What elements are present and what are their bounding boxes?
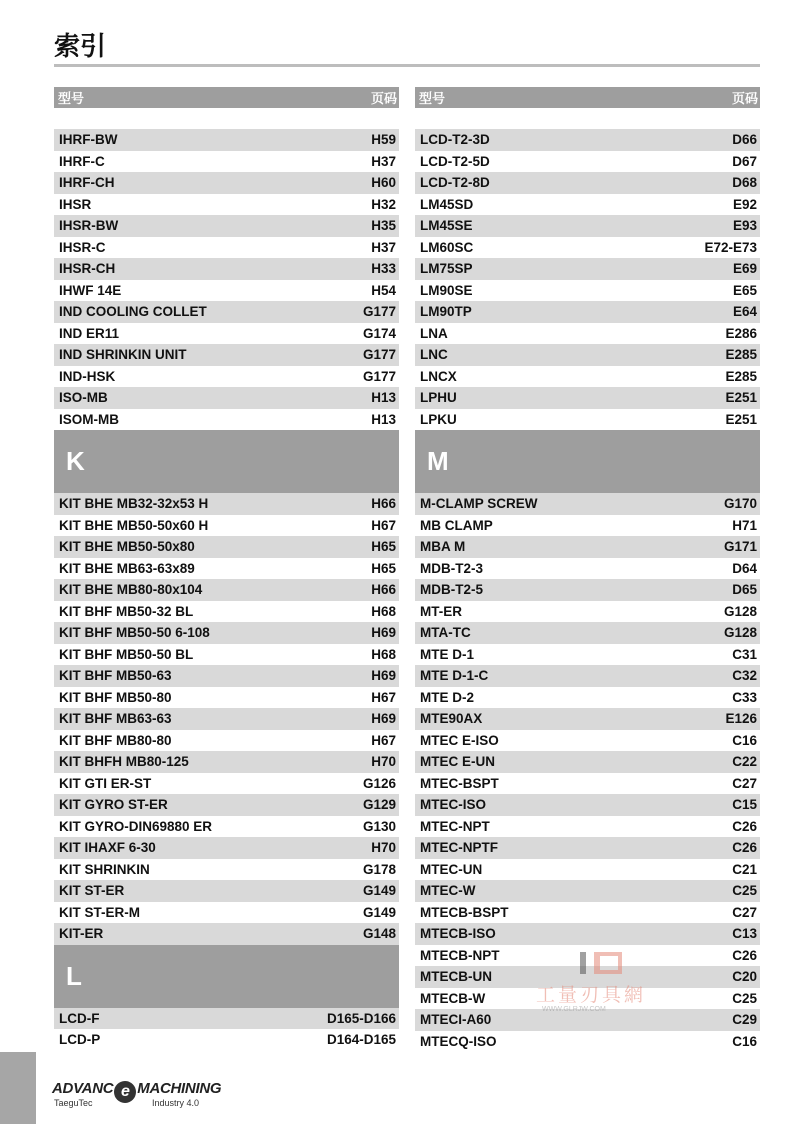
index-row [54,237,399,259]
index-row [54,344,399,366]
index-row [54,622,399,644]
index-row [415,601,760,623]
section-header-k: K [54,430,399,493]
index-row [54,1029,399,1051]
index-row [54,301,399,323]
page-ref: H67 [371,517,396,533]
index-row [54,773,399,795]
model-code: MTECB-ISO [420,926,496,942]
index-row [54,816,399,838]
model-code: KIT BHF MB80-80 [59,732,172,748]
index-row [54,751,399,773]
index-row [415,837,760,859]
index-row [54,923,399,945]
page-ref: H59 [371,132,396,148]
index-row [54,665,399,687]
index-row [415,579,760,601]
model-code: KIT BHF MB50-80 [59,689,172,705]
model-code: KIT GYRO-DIN69880 ER [59,818,213,834]
model-code: KIT BHF MB50-50 BL [59,646,194,662]
page-ref: C33 [732,689,757,705]
index-row [415,902,760,924]
model-code: MTEC-NPT [420,818,490,834]
logo-e-icon: e [114,1081,136,1103]
page-ref: G130 [362,818,396,834]
model-code: IHSR-CH [59,261,116,277]
page-ref: C21 [732,861,757,877]
index-row [54,366,399,388]
section-header-m: M [415,430,760,493]
page-ref: E93 [732,218,757,234]
model-code: ISO-MB [59,390,108,406]
index-row [54,536,399,558]
page-ref: H70 [371,754,396,770]
model-code: MTEC E-UN [420,754,495,770]
model-code: MTECB-UN [420,969,492,985]
index-row [54,794,399,816]
index-row [415,129,760,151]
page-ref: C26 [732,840,757,856]
index-row [54,280,399,302]
index-row [415,409,760,431]
index-row [415,515,760,537]
index-row [415,923,760,945]
model-code: IHRF-BW [59,132,118,148]
page-ref: G149 [362,883,396,899]
page-ref: G178 [362,861,396,877]
model-code: MTE D-2 [420,689,474,705]
model-code: MB CLAMP [420,517,493,533]
model-code: MDB-T2-5 [420,582,483,598]
logo-brand-text: TaeguTec [54,1098,93,1108]
page-ref: G126 [362,775,396,791]
index-row [415,816,760,838]
model-code: IND ER11 [59,325,120,341]
index-row [415,194,760,216]
model-code: LNC [420,347,448,363]
page-ref: D68 [732,175,757,191]
header-gap [54,108,399,129]
page-ref: H54 [371,282,396,298]
index-row [415,730,760,752]
header-model-label: 型号 [419,92,446,107]
model-code: KIT BHF MB63-63 [59,711,172,727]
page-ref: G170 [723,496,757,512]
index-row [415,366,760,388]
column-header [415,87,760,108]
index-row [415,151,760,173]
page-ref: H67 [371,689,396,705]
page-ref: H66 [371,496,396,512]
page-ref: D164-D165 [326,1032,396,1048]
index-row [415,493,760,515]
page-ref: H69 [371,668,396,684]
index-row [54,493,399,515]
model-code: LM60SC [420,239,474,255]
page-ref: D165-D166 [326,1010,396,1026]
page-ref: E65 [732,282,757,298]
index-row [415,773,760,795]
column-header [54,87,399,108]
index-row [54,215,399,237]
model-code: MTECB-W [420,990,486,1006]
model-code: IHSR [59,196,92,212]
index-row [54,730,399,752]
watermark-text: 工量刃具網 [536,984,647,1006]
index-row [415,644,760,666]
model-code: IND COOLING COLLET [59,304,207,320]
index-row [415,387,760,409]
model-code: KIT BHFH MB80-125 [59,754,189,770]
page-ref: C16 [732,732,757,748]
model-code: M-CLAMP SCREW [420,496,538,512]
page-ref: D67 [732,153,757,169]
model-code: MT-ER [420,603,462,619]
model-code: MTECI-A60 [420,1012,492,1028]
page-ref: C29 [732,1012,757,1028]
logo-right-text: MACHINING [137,1080,222,1097]
index-column-right [415,87,760,1052]
index-row [54,515,399,537]
page-ref: H70 [371,840,396,856]
model-code: MTEC-NPTF [420,840,498,856]
page-ref: H68 [371,646,396,662]
index-row [54,558,399,580]
model-code: MTECB-NPT [420,947,500,963]
page-ref: G128 [723,603,757,619]
page-ref: H60 [371,175,396,191]
index-row [415,859,760,881]
model-code: MTEC-W [420,883,476,899]
model-code: KIT BHE MB63-63x89 [59,560,195,576]
model-code: IND SHRINKIN UNIT [59,347,187,363]
page-ref: G174 [362,325,396,341]
model-code: MTEC-UN [420,861,483,877]
model-code: LM75SP [420,261,473,277]
section-header-l: L [54,945,399,1008]
page-ref: C22 [732,754,757,770]
index-row [415,880,760,902]
page-ref: G177 [362,368,396,384]
page-ref: G149 [362,904,396,920]
page-ref: C26 [732,818,757,834]
model-code: KIT GYRO ST-ER [59,797,168,813]
index-row [415,323,760,345]
page-ref: E92 [732,196,757,212]
index-row [54,1008,399,1030]
logo-tagline-text: Industry 4.0 [152,1098,200,1108]
index-column-left [54,87,399,1051]
page-side-tab [0,1052,36,1124]
index-row [54,579,399,601]
model-code: LM45SE [420,218,473,234]
model-code: MTEC-ISO [420,797,486,813]
page-ref: E72-E73 [704,239,757,255]
model-code: LNA [420,325,448,341]
page-ref: C27 [732,904,757,920]
page-ref: H13 [371,390,396,406]
page-ref: C26 [732,947,757,963]
model-code: IHSR-BW [59,218,119,234]
page-ref: H35 [371,218,396,234]
page-ref: H68 [371,603,396,619]
page-ref: E251 [725,390,757,406]
model-code: LCD-T2-8D [420,175,490,191]
page-ref: H69 [371,625,396,641]
index-row [415,172,760,194]
header-page-label: 页码 [731,92,758,107]
model-code: MTE D-1-C [420,668,489,684]
model-code: KIT BHE MB32-32x53 H [59,496,209,512]
page-ref: C25 [732,990,757,1006]
page-ref: C16 [732,1033,757,1049]
model-code: LCD-P [59,1032,101,1048]
model-code: MDB-T2-3 [420,560,483,576]
index-row [54,129,399,151]
index-row [54,387,399,409]
page-ref: H67 [371,732,396,748]
page-ref: D66 [732,132,757,148]
model-code: LM90TP [420,304,472,320]
page-ref: G129 [362,797,396,813]
model-code: IHSR-C [59,239,106,255]
page-ref: C15 [732,797,757,813]
model-code: ISOM-MB [59,411,119,427]
model-code: MTE90AX [420,711,483,727]
index-row [415,1031,760,1053]
model-code: KIT BHE MB80-80x104 [59,582,203,598]
model-code: LCD-F [59,1010,100,1026]
index-row [54,859,399,881]
index-row [415,687,760,709]
model-code: KIT GTI ER-ST [59,775,152,791]
index-row [54,151,399,173]
index-row [54,902,399,924]
model-code: KIT BHF MB50-50 6-108 [59,625,210,641]
page-ref: C20 [732,969,757,985]
model-code: MTEC-BSPT [420,775,499,791]
index-row [54,708,399,730]
header-model-label: 型号 [58,92,85,107]
index-row [54,687,399,709]
index-row [54,644,399,666]
page-ref: G177 [362,304,396,320]
page-ref: E251 [725,411,757,427]
index-row [415,536,760,558]
model-code: KIT SHRINKIN [59,861,150,877]
page-ref: D65 [732,582,757,598]
index-row [415,665,760,687]
index-row [415,622,760,644]
model-code: MTE D-1 [420,646,474,662]
page-ref: H65 [371,539,396,555]
header-gap [415,108,760,129]
page-ref: H13 [371,411,396,427]
page-ref: C25 [732,883,757,899]
title-rule [54,64,760,67]
model-code: IHRF-C [59,153,105,169]
model-code: LNCX [420,368,457,384]
index-row [415,558,760,580]
page-ref: E285 [725,347,757,363]
header-page-label: 页码 [370,92,397,107]
index-row [415,280,760,302]
page-ref: D64 [732,560,757,576]
page-ref: H37 [371,239,396,255]
index-row [54,601,399,623]
page-ref: E69 [732,261,757,277]
page-title: 索引 [54,32,107,62]
watermark-url: WWW.GLRJW.COM [542,1006,606,1013]
model-code: KIT IHAXF 6-30 [59,840,156,856]
page-ref: G177 [362,347,396,363]
page-ref: H37 [371,153,396,169]
watermark-mark-icon [580,950,626,976]
model-code: KIT ST-ER [59,883,125,899]
page-ref: G128 [723,625,757,641]
page-ref: G171 [723,539,757,555]
model-code: MTEC E-ISO [420,732,499,748]
index-row [54,880,399,902]
model-code: IHWF 14E [59,282,122,298]
page-ref: C32 [732,668,757,684]
page-ref: H65 [371,560,396,576]
page-ref: G148 [362,926,396,942]
page-ref: E64 [732,304,757,320]
index-row [54,258,399,280]
page-ref: E126 [725,711,757,727]
page-ref: H69 [371,711,396,727]
watermark [536,950,676,1020]
model-code: LCD-T2-5D [420,153,490,169]
index-row [415,344,760,366]
model-code: MTECB-BSPT [420,904,509,920]
model-code: KIT-ER [59,926,104,942]
page-ref: E286 [725,325,757,341]
index-row [54,409,399,431]
model-code: LM90SE [420,282,473,298]
model-code: LM45SD [420,196,474,212]
model-code: MTECQ-ISO [420,1033,497,1049]
model-code: IND-HSK [59,368,116,384]
brand-logo [52,1080,222,1110]
model-code: KIT BHF MB50-63 [59,668,172,684]
index-row [54,837,399,859]
index-entries-left [54,129,399,1051]
model-code: LCD-T2-3D [420,132,490,148]
model-code: MTA-TC [420,625,471,641]
index-row [415,215,760,237]
index-row [415,794,760,816]
model-code: LPKU [420,411,457,427]
index-row [415,751,760,773]
page-ref: H32 [371,196,396,212]
model-code: IHRF-CH [59,175,115,191]
index-entries-right [415,129,760,1052]
page-ref: C31 [732,646,757,662]
page-ref: H33 [371,261,396,277]
page-ref: C13 [732,926,757,942]
logo-left-text: ADVANC [52,1080,114,1097]
model-code: LPHU [420,390,457,406]
index-row [415,237,760,259]
page-ref: C27 [732,775,757,791]
page-ref: E285 [725,368,757,384]
index-row [415,301,760,323]
model-code: KIT BHF MB50-32 BL [59,603,194,619]
model-code: MBA M [420,539,466,555]
model-code: KIT ST-ER-M [59,904,140,920]
index-row [415,258,760,280]
index-row [54,194,399,216]
page-ref: H71 [732,517,757,533]
index-row [54,323,399,345]
model-code: KIT BHE MB50-50x60 H [59,517,209,533]
index-row [415,708,760,730]
page-ref: H66 [371,582,396,598]
index-row [54,172,399,194]
model-code: KIT BHE MB50-50x80 [59,539,195,555]
